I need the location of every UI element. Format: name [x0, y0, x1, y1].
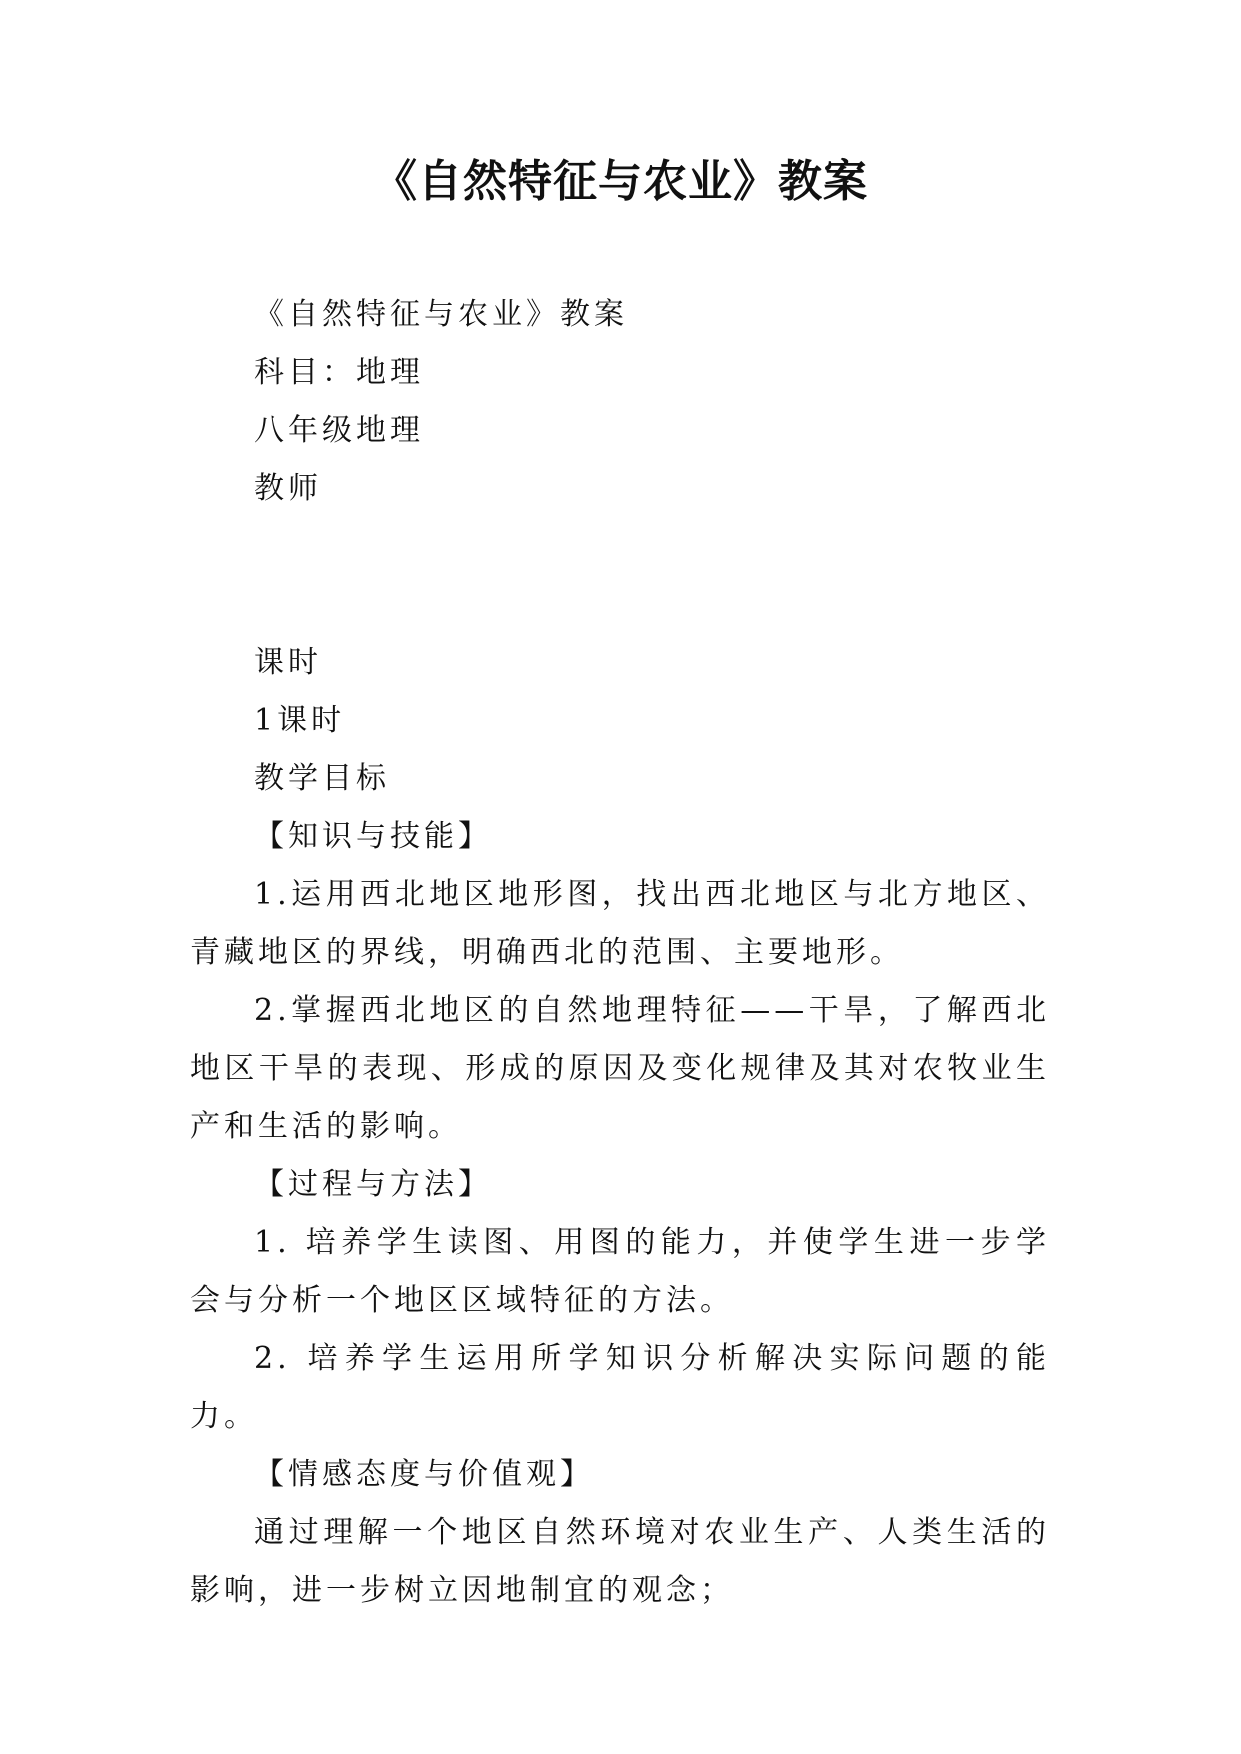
emotion-values-item: 通过理解一个地区自然环境对农业生产、人类生活的影响，进一步树立因地制宜的观念；	[190, 1515, 1050, 1608]
header-line-teacher: 教师	[254, 471, 322, 506]
emotion-values-heading: 【情感态度与价值观】	[254, 1457, 594, 1492]
knowledge-skills-item: 1.运用西北地区地形图，找出西北地区与北方地区、青藏地区的界线，明确西北的范围、主要地形。	[190, 877, 1050, 970]
blank-space	[190, 518, 1050, 634]
objectives-heading: 教学目标	[254, 761, 390, 796]
knowledge-skills-item: 2.掌握西北地区的自然地理特征——干旱，了解西北地区干旱的表现、形成的原因及变化规律及其对农牧业生产和生活的影响。	[190, 993, 1050, 1144]
header-line-grade: 八年级地理	[254, 413, 424, 448]
header-line-title: 《自然特征与农业》教案	[254, 297, 628, 332]
lesson-label: 课时	[254, 645, 322, 680]
process-methods-heading: 【过程与方法】	[254, 1167, 492, 1202]
lesson-value: 1课时	[254, 703, 346, 738]
process-methods-item: 1. 培养学生读图、用图的能力，并使学生进一步学会与分析一个地区区域特征的方法。	[190, 1225, 1050, 1318]
process-methods-item: 2. 培养学生运用所学知识分析解决实际问题的能力。	[190, 1341, 1050, 1434]
document-title: 《自然特征与农业》教案	[373, 156, 868, 207]
header-line-subject: 科目：地理	[254, 355, 424, 390]
document-body	[190, 286, 1050, 1620]
knowledge-skills-heading: 【知识与技能】	[254, 819, 492, 854]
